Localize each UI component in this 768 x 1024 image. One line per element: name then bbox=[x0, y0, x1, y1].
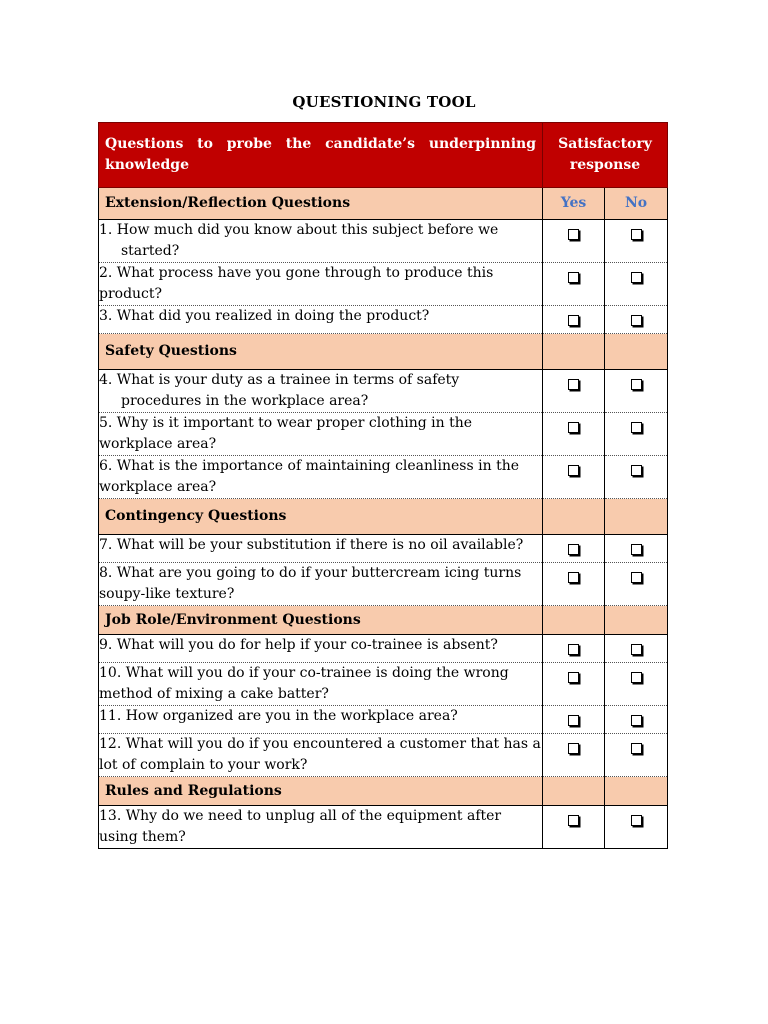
yes-checkbox[interactable] bbox=[568, 715, 579, 726]
no-checkbox[interactable] bbox=[631, 672, 642, 683]
section-header-row bbox=[99, 188, 668, 220]
question-row bbox=[99, 635, 668, 663]
yes-column-header bbox=[543, 777, 605, 806]
question-text: 2. What process have you gone through to produce this product? bbox=[99, 265, 494, 302]
yes-checkbox[interactable] bbox=[568, 272, 579, 283]
yes-checkbox[interactable] bbox=[568, 672, 579, 683]
question-text: 6. What is the importance of maintaining cleanliness in the workplace area? bbox=[99, 458, 519, 495]
question-row bbox=[99, 306, 668, 334]
no-column-header bbox=[605, 499, 668, 535]
yes-checkbox[interactable] bbox=[568, 572, 579, 583]
no-column-header bbox=[605, 334, 668, 370]
document-title: QUESTIONING TOOL bbox=[292, 93, 476, 111]
no-checkbox[interactable] bbox=[631, 315, 642, 326]
table-body bbox=[99, 188, 668, 849]
section-title: Job Role/Environment Questions bbox=[99, 606, 543, 635]
question-text: 11. How organized are you in the workplace area? bbox=[99, 708, 458, 724]
section-title: Contingency Questions bbox=[99, 499, 543, 535]
section-header-row bbox=[99, 777, 668, 806]
question-text: 10. What will you do if your co-trainee is doing the wrong method of mixing a cake batter? bbox=[99, 665, 509, 702]
no-checkbox[interactable] bbox=[631, 572, 642, 583]
question-text: 9. What will you do for help if your co-trainee is absent? bbox=[99, 637, 498, 653]
question-text: 8. What are you going to do if your buttercream icing turns soupy-like texture? bbox=[99, 565, 522, 602]
question-row bbox=[99, 456, 668, 499]
yes-checkbox[interactable] bbox=[568, 743, 579, 754]
section-header-row bbox=[99, 334, 668, 370]
yes-checkbox[interactable] bbox=[568, 315, 579, 326]
question-row bbox=[99, 706, 668, 734]
yes-column-header: Yes bbox=[543, 188, 605, 220]
questions-column-header: Questions to probe the candidate’s underpinning knowledge bbox=[99, 123, 543, 188]
question-text: 7. What will be your substitution if there is no oil available? bbox=[99, 537, 524, 553]
no-checkbox[interactable] bbox=[631, 379, 642, 390]
yes-column-header bbox=[543, 334, 605, 370]
no-checkbox[interactable] bbox=[631, 422, 642, 433]
questioning-table bbox=[98, 122, 668, 849]
question-row bbox=[99, 734, 668, 777]
section-title: Rules and Regulations bbox=[99, 777, 543, 806]
section-header-row bbox=[99, 499, 668, 535]
yes-checkbox[interactable] bbox=[568, 544, 579, 555]
question-row bbox=[99, 413, 668, 456]
no-checkbox[interactable] bbox=[631, 229, 642, 240]
no-column-header: No bbox=[605, 188, 668, 220]
question-text: 3. What did you realized in doing the product? bbox=[99, 308, 430, 324]
no-checkbox[interactable] bbox=[631, 272, 642, 283]
section-title: Safety Questions bbox=[99, 334, 543, 370]
yes-checkbox[interactable] bbox=[568, 229, 579, 240]
question-text: 5. Why is it important to wear proper clothing in the workplace area? bbox=[99, 415, 473, 452]
question-text: 13. Why do we need to unplug all of the equipment after using them? bbox=[99, 808, 502, 845]
section-header-row bbox=[99, 606, 668, 635]
question-text: 1. How much did you know about this subject before we started? bbox=[99, 222, 499, 259]
question-row bbox=[99, 806, 668, 849]
no-checkbox[interactable] bbox=[631, 715, 642, 726]
question-row bbox=[99, 370, 668, 413]
no-checkbox[interactable] bbox=[631, 465, 642, 476]
yes-checkbox[interactable] bbox=[568, 644, 579, 655]
section-title: Extension/Reflection Questions bbox=[99, 188, 543, 220]
yes-checkbox[interactable] bbox=[568, 465, 579, 476]
question-text: 12. What will you do if you encountered a customer that has a lot of complain to your work? bbox=[99, 736, 541, 773]
question-text: 4. What is your duty as a trainee in terms of safety procedures in the workplace area? bbox=[99, 372, 460, 409]
no-column-header bbox=[605, 606, 668, 635]
no-checkbox[interactable] bbox=[631, 815, 642, 826]
yes-column-header bbox=[543, 499, 605, 535]
question-row bbox=[99, 220, 668, 263]
no-checkbox[interactable] bbox=[631, 644, 642, 655]
satisfactory-response-header: Satisfactory response bbox=[543, 123, 668, 188]
no-column-header bbox=[605, 777, 668, 806]
yes-checkbox[interactable] bbox=[568, 422, 579, 433]
table-header-row bbox=[99, 123, 668, 188]
question-row bbox=[99, 563, 668, 606]
no-checkbox[interactable] bbox=[631, 743, 642, 754]
yes-checkbox[interactable] bbox=[568, 815, 579, 826]
question-row bbox=[99, 263, 668, 306]
yes-column-header bbox=[543, 606, 605, 635]
yes-checkbox[interactable] bbox=[568, 379, 579, 390]
question-row bbox=[99, 663, 668, 706]
no-checkbox[interactable] bbox=[631, 544, 642, 555]
question-row bbox=[99, 535, 668, 563]
